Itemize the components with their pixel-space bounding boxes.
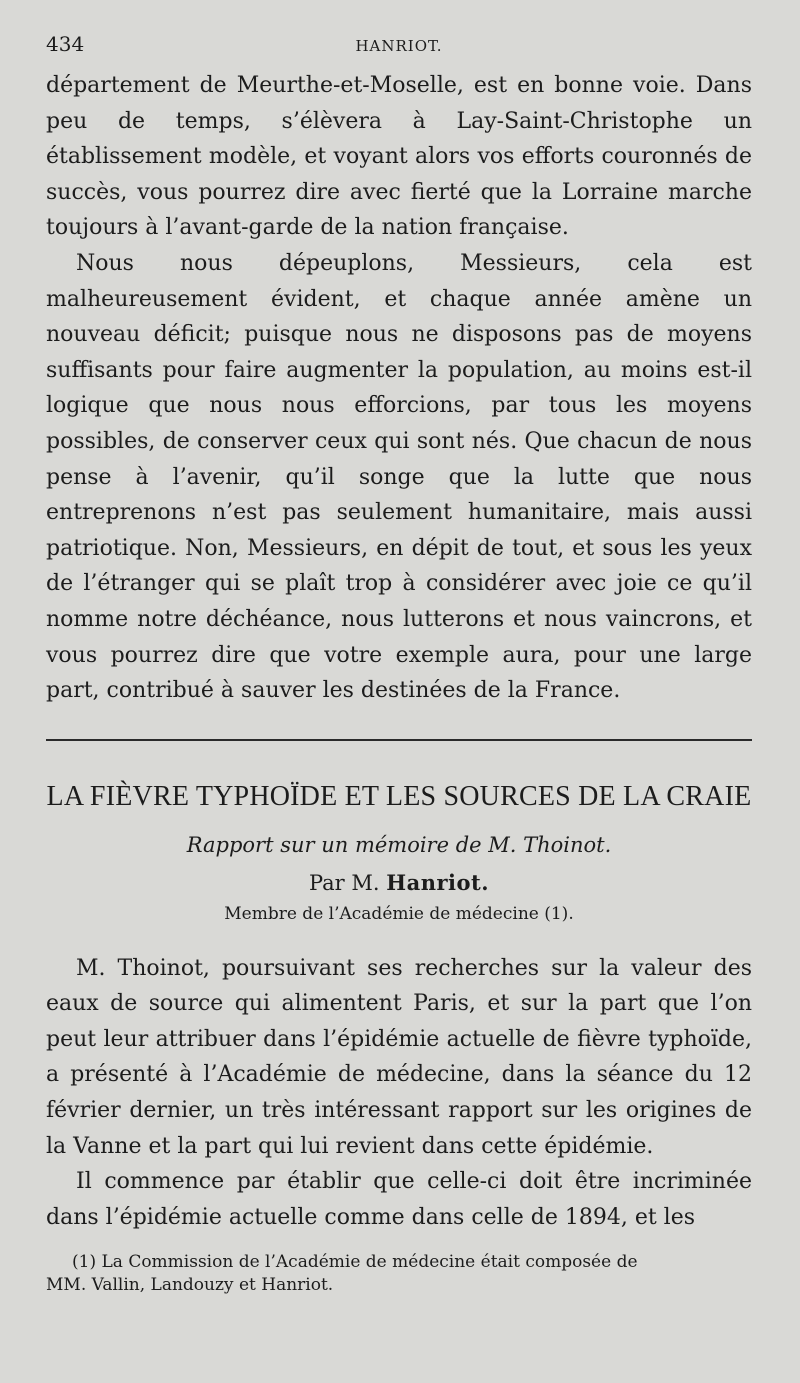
running-head: HANRIOT.	[355, 37, 443, 55]
article-title: LA FIÈVRE TYPHOÏDE ET LES SOURCES DE LA CRAIE	[46, 780, 752, 812]
author-affiliation: Membre de l’Académie de médecine (1).	[224, 903, 574, 924]
byline	[46, 867, 752, 899]
page-header	[46, 32, 752, 68]
footnote	[46, 1251, 752, 1297]
paragraph: M. Thoinot, poursuivant ses recherches sur la valeur des eaux de source qui alimentent Paris, et sur la part que l’on peut leur attribuer dans l’épidémie actuelle de fièvre typhoïde, a présenté à l’Académie de médecine, dans la séance du 12 février dernier, un très intéressant rapport sur les origines de la Vanne et la part qui lui revient dans cette épidémie.	[46, 955, 752, 1159]
byline-prefix: Par M.	[308, 870, 387, 895]
footnote-line: MM. Vallin, Landouzy et Hanriot.	[46, 1275, 334, 1296]
section-continuation	[46, 68, 752, 709]
paragraph: département de Meurthe-et-Moselle, est en bonne voie. Dans peu de temps, s’élèvera à Lay-Saint-Christophe un établissement modèle, et voyant alors vos efforts couronnés de succès, vous pourrez dire avec fierté que la Lorraine marche toujours à l’avant-garde de la nation française.	[46, 73, 752, 241]
article-subtitle: Rapport sur un mémoire de M. Thoinot.	[186, 832, 612, 857]
paragraph: Il commence par établir que celle-ci doit être incriminée dans l’épidémie actuelle comme dans celle de 1894, et les	[46, 1169, 752, 1230]
author-name: Hanriot.	[386, 869, 490, 895]
article-body	[46, 951, 752, 1236]
page-number: 434	[46, 32, 85, 56]
paragraph: Nous nous dépeuplons, Messieurs, cela est malheureusement évident, et chaque année amène un nouveau déficit; puisque nous ne disposons pas de moyens suffisants pour faire augmenter la population, au moins est-il logique que nous nous efforcions, par tous les moyens possibles, de conserver ceux qui sont nés. Que chacun de nous pense à l’avenir, qu’il songe que la lutte que nous entreprenons n’est pas seulement humanitaire, mais aussi patriotique. Non, Messieurs, en dépit de tout, et sous les yeux de l’étranger qui se plaît trop à considérer avec joie ce qu’il nomme notre déchéance, nous lutterons et nous vaincrons, et vous pourrez dire que votre exemple aura, pour une large part, contribué à sauver les destinées de la France.	[46, 250, 752, 704]
footnote-line: (1) La Commission de l’Académie de médecine était composée de	[72, 1252, 638, 1273]
section-divider	[46, 739, 752, 741]
